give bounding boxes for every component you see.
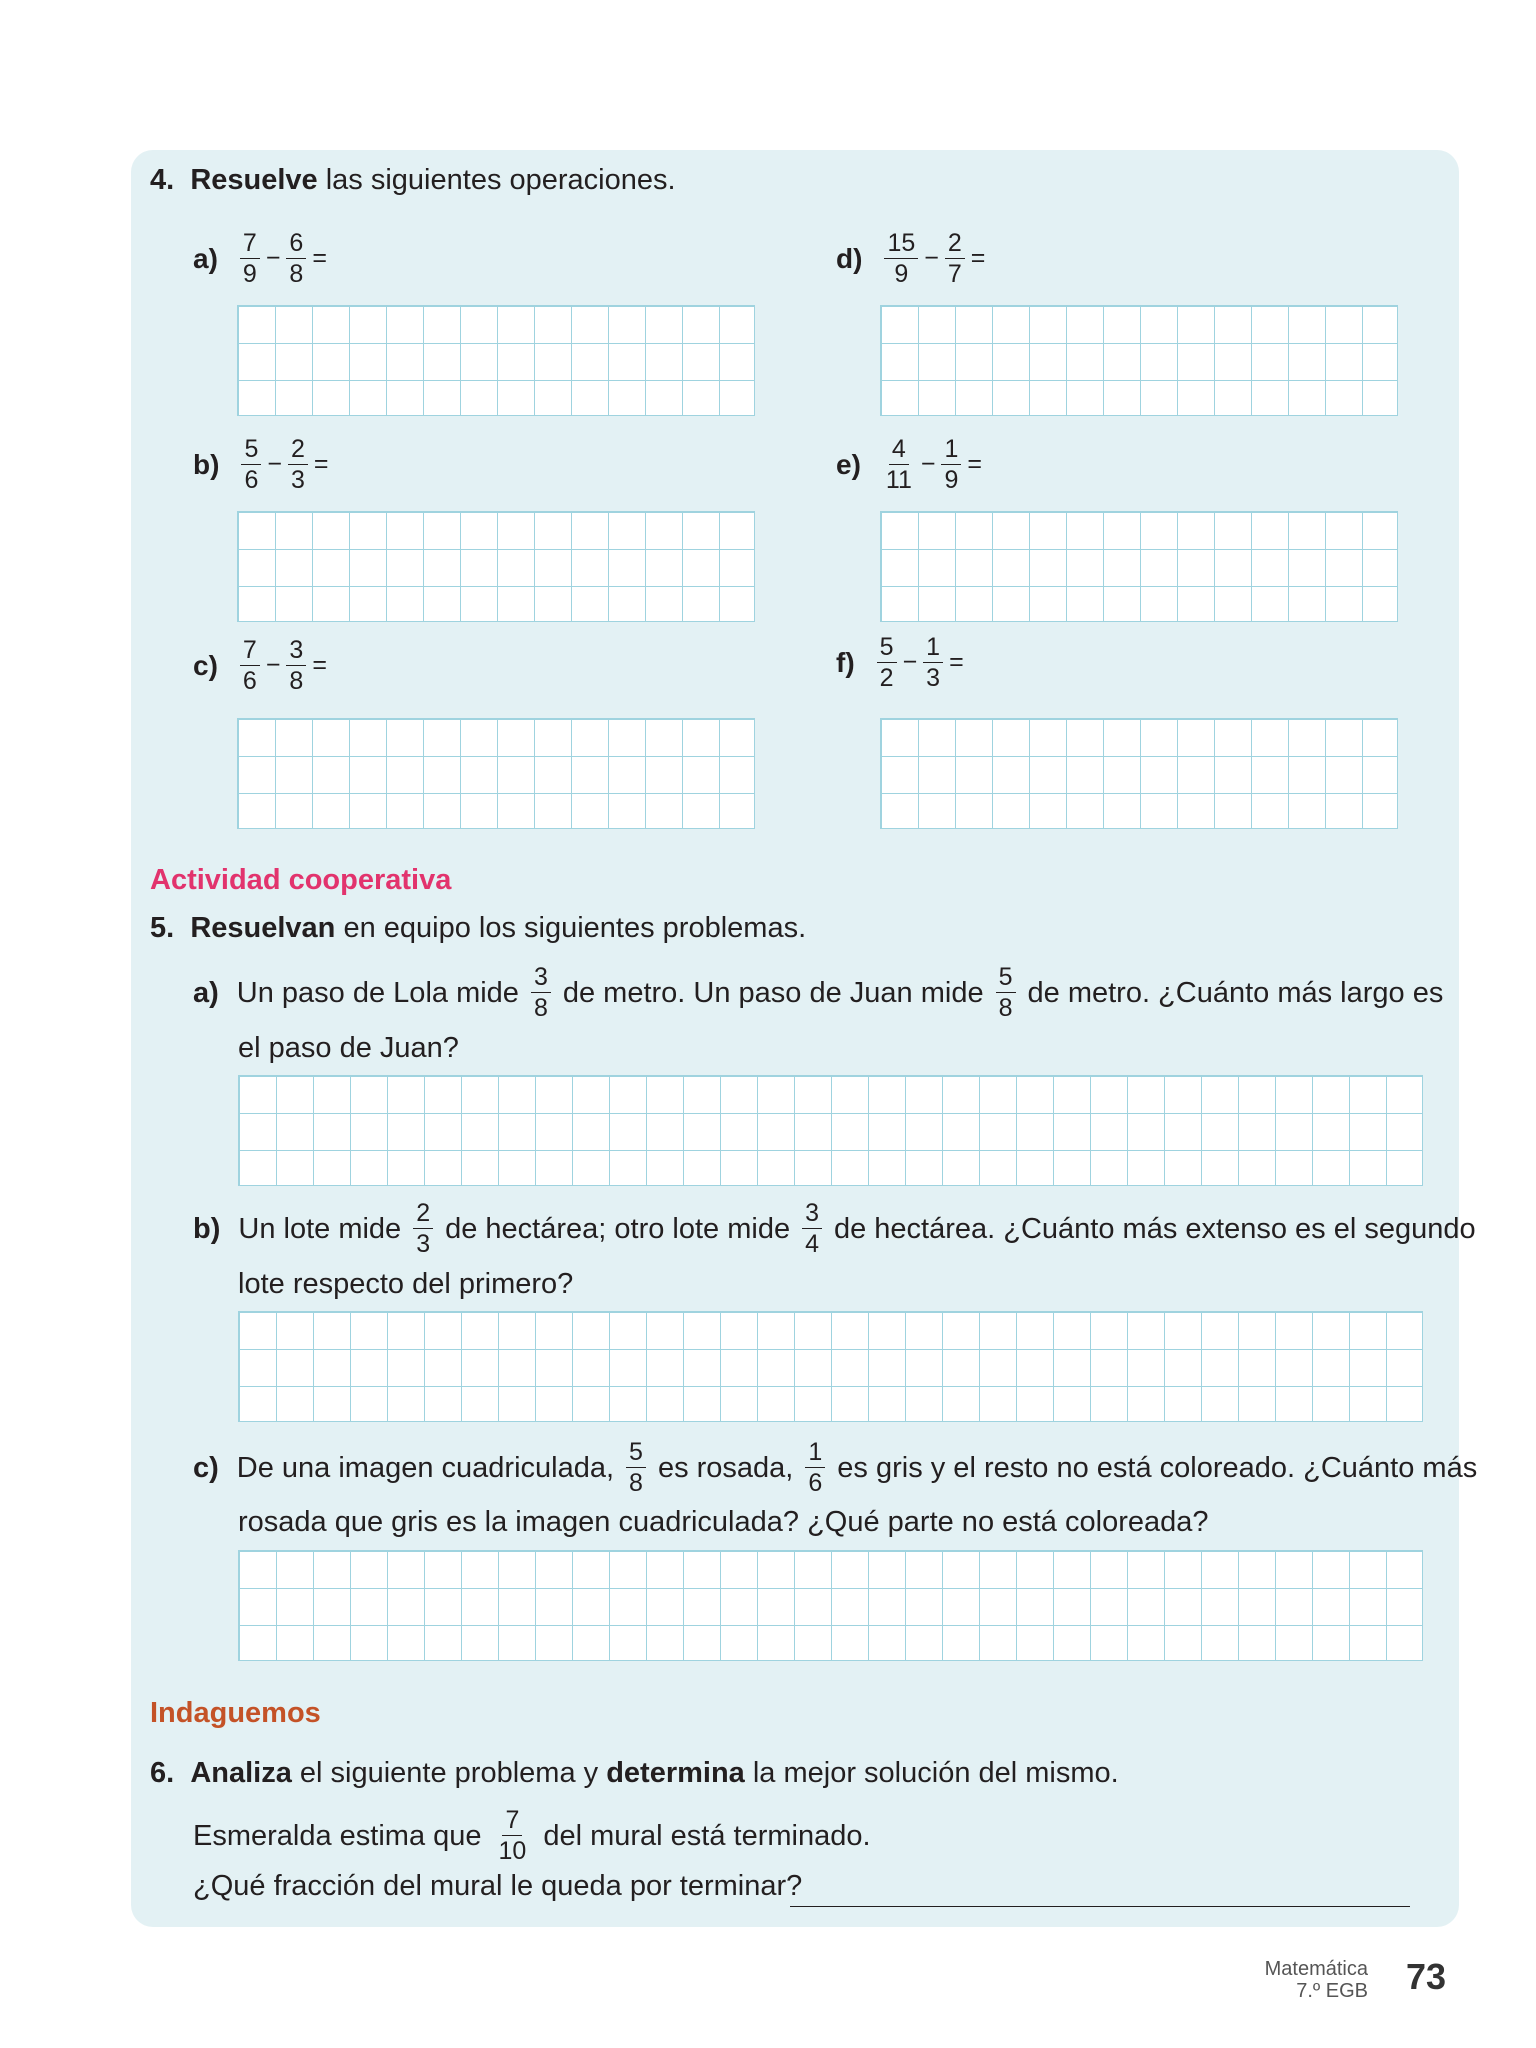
fraction — [884, 228, 918, 289]
numerator: 6 — [286, 228, 306, 259]
work-grid-d[interactable] — [880, 305, 1398, 416]
problem-text: Un lote mide — [238, 1212, 402, 1245]
exercise-d — [836, 228, 987, 289]
work-grid-5a[interactable] — [238, 1075, 1423, 1186]
answer-line[interactable] — [790, 1906, 1410, 1907]
numerator: 4 — [889, 434, 909, 465]
problem-6-line-1 — [193, 1805, 871, 1866]
numerator: 3 — [286, 635, 306, 666]
numerator: 7 — [240, 635, 260, 666]
fraction — [286, 228, 306, 289]
exercise-label: d) — [836, 242, 863, 274]
problem-text-continued: lote respecto del primero? — [238, 1268, 574, 1300]
exercise-label: f) — [836, 646, 855, 678]
denominator: 8 — [998, 994, 1013, 1022]
equals-sign: = — [970, 244, 986, 272]
problem-5b — [193, 1198, 1476, 1259]
grade-level: 7.º EGB — [1296, 1980, 1368, 2002]
denominator: 8 — [533, 994, 548, 1022]
numerator: 2 — [288, 434, 308, 465]
problem-text: Esmeralda estima que — [193, 1819, 482, 1852]
question-5-header — [150, 910, 806, 946]
fraction — [802, 1198, 822, 1259]
numerator: 7 — [240, 228, 260, 259]
work-grid-e[interactable] — [880, 511, 1398, 622]
question-text: la mejor solución del mismo. — [744, 1757, 1119, 1789]
section-title-cooperative: Actividad cooperativa — [150, 864, 452, 896]
numerator: 5 — [877, 632, 897, 663]
equals-sign: = — [967, 450, 982, 478]
denominator: 3 — [416, 1230, 431, 1258]
problem-text: es rosada, — [657, 1451, 794, 1484]
fraction — [883, 434, 915, 495]
minus-sign: − — [902, 648, 918, 676]
minus-sign: − — [265, 651, 281, 679]
equals-sign: = — [312, 244, 327, 272]
problem-5a — [193, 962, 1443, 1023]
fraction — [626, 1437, 646, 1498]
question-text: el siguiente problema y — [291, 1757, 607, 1789]
problem-6-question: ¿Qué fracción del mural le queda por terminar? — [193, 1870, 803, 1902]
denominator: 9 — [894, 260, 909, 288]
denominator: 6 — [808, 1469, 823, 1497]
equals-sign: = — [312, 651, 327, 679]
question-verb: determina — [606, 1757, 745, 1789]
denominator: 6 — [244, 466, 259, 494]
problem-text: de metro. Un paso de Juan mide — [562, 976, 984, 1009]
problem-text: es gris y el resto no está coloreado. ¿Cuánto más — [837, 1451, 1478, 1484]
exercise-f — [836, 632, 966, 693]
subject-name: Matemática — [1264, 1958, 1368, 1980]
fraction — [877, 632, 897, 693]
numerator: 1 — [923, 632, 943, 663]
question-text: en equipo los siguientes problemas. — [335, 912, 807, 944]
problem-text: de metro. ¿Cuánto más largo es — [1027, 976, 1444, 1009]
footer-subject — [1200, 1958, 1368, 2002]
fraction — [923, 632, 943, 693]
fraction — [945, 228, 965, 289]
exercise-e — [836, 434, 984, 495]
question-text: las siguientes operaciones. — [317, 164, 676, 196]
numerator: 1 — [805, 1437, 825, 1468]
numerator: 5 — [626, 1437, 646, 1468]
denominator: 11 — [885, 466, 912, 494]
fraction — [531, 962, 551, 1023]
fraction — [496, 1805, 530, 1866]
problem-5c — [193, 1437, 1477, 1498]
fraction — [240, 635, 260, 696]
problem-label: c) — [193, 1451, 219, 1484]
problem-text: del mural está terminado. — [543, 1819, 871, 1852]
denominator: 10 — [498, 1837, 527, 1865]
exercise-label: e) — [836, 448, 861, 480]
work-grid-c[interactable] — [237, 718, 755, 829]
numerator: 3 — [802, 1198, 822, 1229]
question-number: 6. — [150, 1757, 175, 1789]
minus-sign: − — [265, 244, 281, 272]
minus-sign: − — [267, 450, 282, 478]
equals-sign: = — [949, 648, 964, 676]
denominator: 8 — [289, 260, 304, 288]
exercise-label: c) — [193, 649, 218, 681]
denominator: 9 — [242, 260, 257, 288]
numerator: 15 — [884, 228, 918, 259]
work-grid-5c[interactable] — [238, 1550, 1423, 1661]
work-grid-f[interactable] — [880, 718, 1398, 829]
work-grid-5b[interactable] — [238, 1311, 1423, 1422]
exercise-label: b) — [193, 448, 220, 480]
numerator: 3 — [531, 962, 551, 993]
question-number: 4. — [150, 164, 175, 196]
denominator: 6 — [242, 667, 257, 695]
minus-sign: − — [924, 244, 939, 272]
equals-sign: = — [313, 450, 329, 478]
numerator: 2 — [413, 1198, 433, 1229]
denominator: 3 — [926, 664, 941, 692]
numerator: 5 — [996, 962, 1016, 993]
exercise-label: a) — [193, 242, 218, 274]
section-title-indaguemos: Indaguemos — [150, 1697, 321, 1729]
problem-text: de hectárea. ¿Cuánto más extenso es el segundo — [833, 1212, 1476, 1245]
exercise-c — [193, 635, 329, 696]
page-number: 73 — [1406, 1956, 1447, 1997]
fraction — [941, 434, 961, 495]
question-4-header — [150, 162, 676, 198]
denominator: 8 — [289, 667, 304, 695]
question-number: 5. — [150, 912, 175, 944]
fraction — [413, 1198, 433, 1259]
work-grid-b[interactable] — [237, 511, 755, 622]
denominator: 3 — [290, 466, 305, 494]
numerator: 2 — [945, 228, 965, 259]
problem-text: De una imagen cuadriculada, — [236, 1451, 615, 1484]
denominator: 7 — [947, 260, 962, 288]
fraction — [286, 635, 306, 696]
numerator: 1 — [941, 434, 961, 465]
work-grid-a[interactable] — [237, 305, 755, 416]
question-verb: Analiza — [190, 1757, 292, 1789]
denominator: 9 — [944, 466, 959, 494]
problem-label: a) — [193, 976, 219, 1009]
problem-text-continued: rosada que gris es la imagen cuadriculada? ¿Qué parte no está coloreada? — [238, 1506, 1209, 1538]
fraction — [996, 962, 1016, 1023]
denominator: 8 — [629, 1469, 643, 1497]
question-verb: Resuelvan — [190, 912, 336, 944]
fraction — [241, 434, 261, 495]
problem-text: Un paso de Lola mide — [236, 976, 519, 1009]
problem-text-continued: el paso de Juan? — [238, 1032, 459, 1064]
fraction — [288, 434, 308, 495]
exercise-b — [193, 434, 330, 495]
exercise-a — [193, 228, 329, 289]
numerator: 5 — [241, 434, 261, 465]
fraction — [240, 228, 260, 289]
minus-sign: − — [920, 450, 936, 478]
question-verb: Resuelve — [190, 164, 318, 196]
question-6-header — [150, 1755, 1119, 1791]
denominator: 4 — [805, 1230, 819, 1258]
fraction — [805, 1437, 825, 1498]
denominator: 2 — [879, 664, 894, 692]
numerator: 7 — [502, 1805, 522, 1836]
problem-label: b) — [193, 1212, 221, 1245]
problem-text: de hectárea; otro lote mide — [445, 1212, 791, 1245]
